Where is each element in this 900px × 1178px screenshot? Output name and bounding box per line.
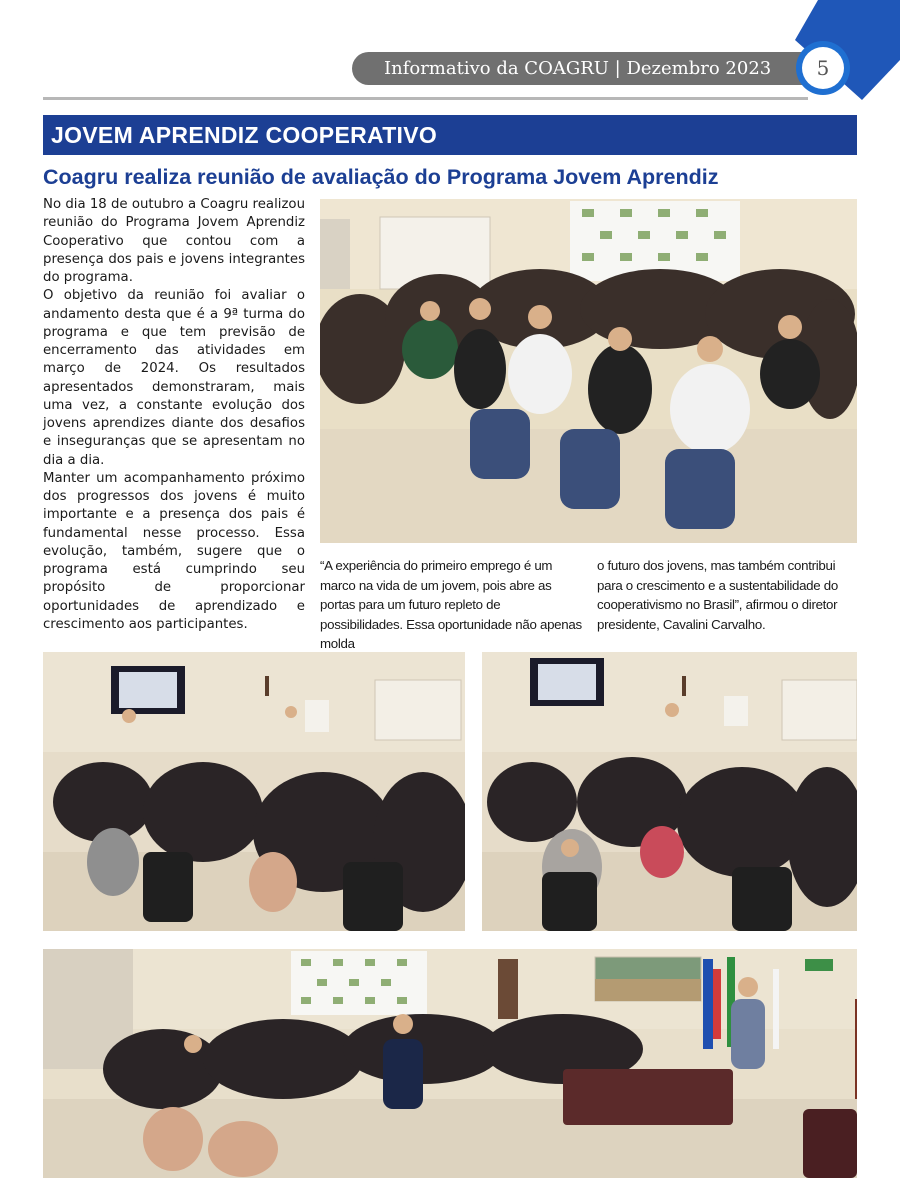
article-headline: Coagru realiza reunião de avaliação do Programa Jovem Aprendiz (43, 165, 719, 189)
header-divider (43, 97, 808, 100)
article-paragraph: No dia 18 de outubro a Coagru realizou reunião do Programa Jovem Aprendiz Cooperativo que contou com a presença dos pais e jovens integrantes do programa. (43, 197, 305, 285)
quote-part-2: o futuro dos jovens, mas também contribui para o crescimento e a sustentabilidade do cooperativismo no Brasil”, afirmou o diretor presidente, Cavalini Carvalho. (597, 558, 838, 632)
article-paragraph: O objetivo da reunião foi avaliar o andamento desta que é a 9ª turma do programa e que tem previsão de encerramento das atividades em março de 2024. Os resultados apresentados demonstraram, mais uma vez, a constante evolução dos jovens aprendizes diante dos desafios e inseguranças que se apresentam no dia a dia. (43, 288, 305, 468)
quote-part-1: “A experiência do primeiro emprego é um marco na vida de um jovem, pois abre as portas para um futuro repleto de possibilidades. Essa oportunidade não apenas molda (320, 558, 582, 651)
photo-meeting-wide-view (43, 949, 857, 1178)
article-paragraph: Manter um acompanhamento próximo dos progressos dos jovens é muito importante e a presença dos pais é fundamental nesse processo. Essa evolução, também, sugere que o programa está cumprindo seu propósito de proporcionar oportunidades de aprendizado e crescimento aos participantes. (43, 470, 305, 632)
section-title: JOVEM APRENDIZ COOPERATIVO (51, 122, 438, 148)
page-corner-badge-icon (0, 0, 900, 110)
photo-meeting-left-view (43, 652, 465, 931)
photo-meeting-right-view (482, 652, 857, 931)
photo-meeting-front-view (320, 199, 857, 543)
publication-title: Informativo da COAGRU | Dezembro 2023 (384, 58, 772, 79)
page-number: 5 (816, 56, 830, 80)
article-body (43, 196, 305, 636)
